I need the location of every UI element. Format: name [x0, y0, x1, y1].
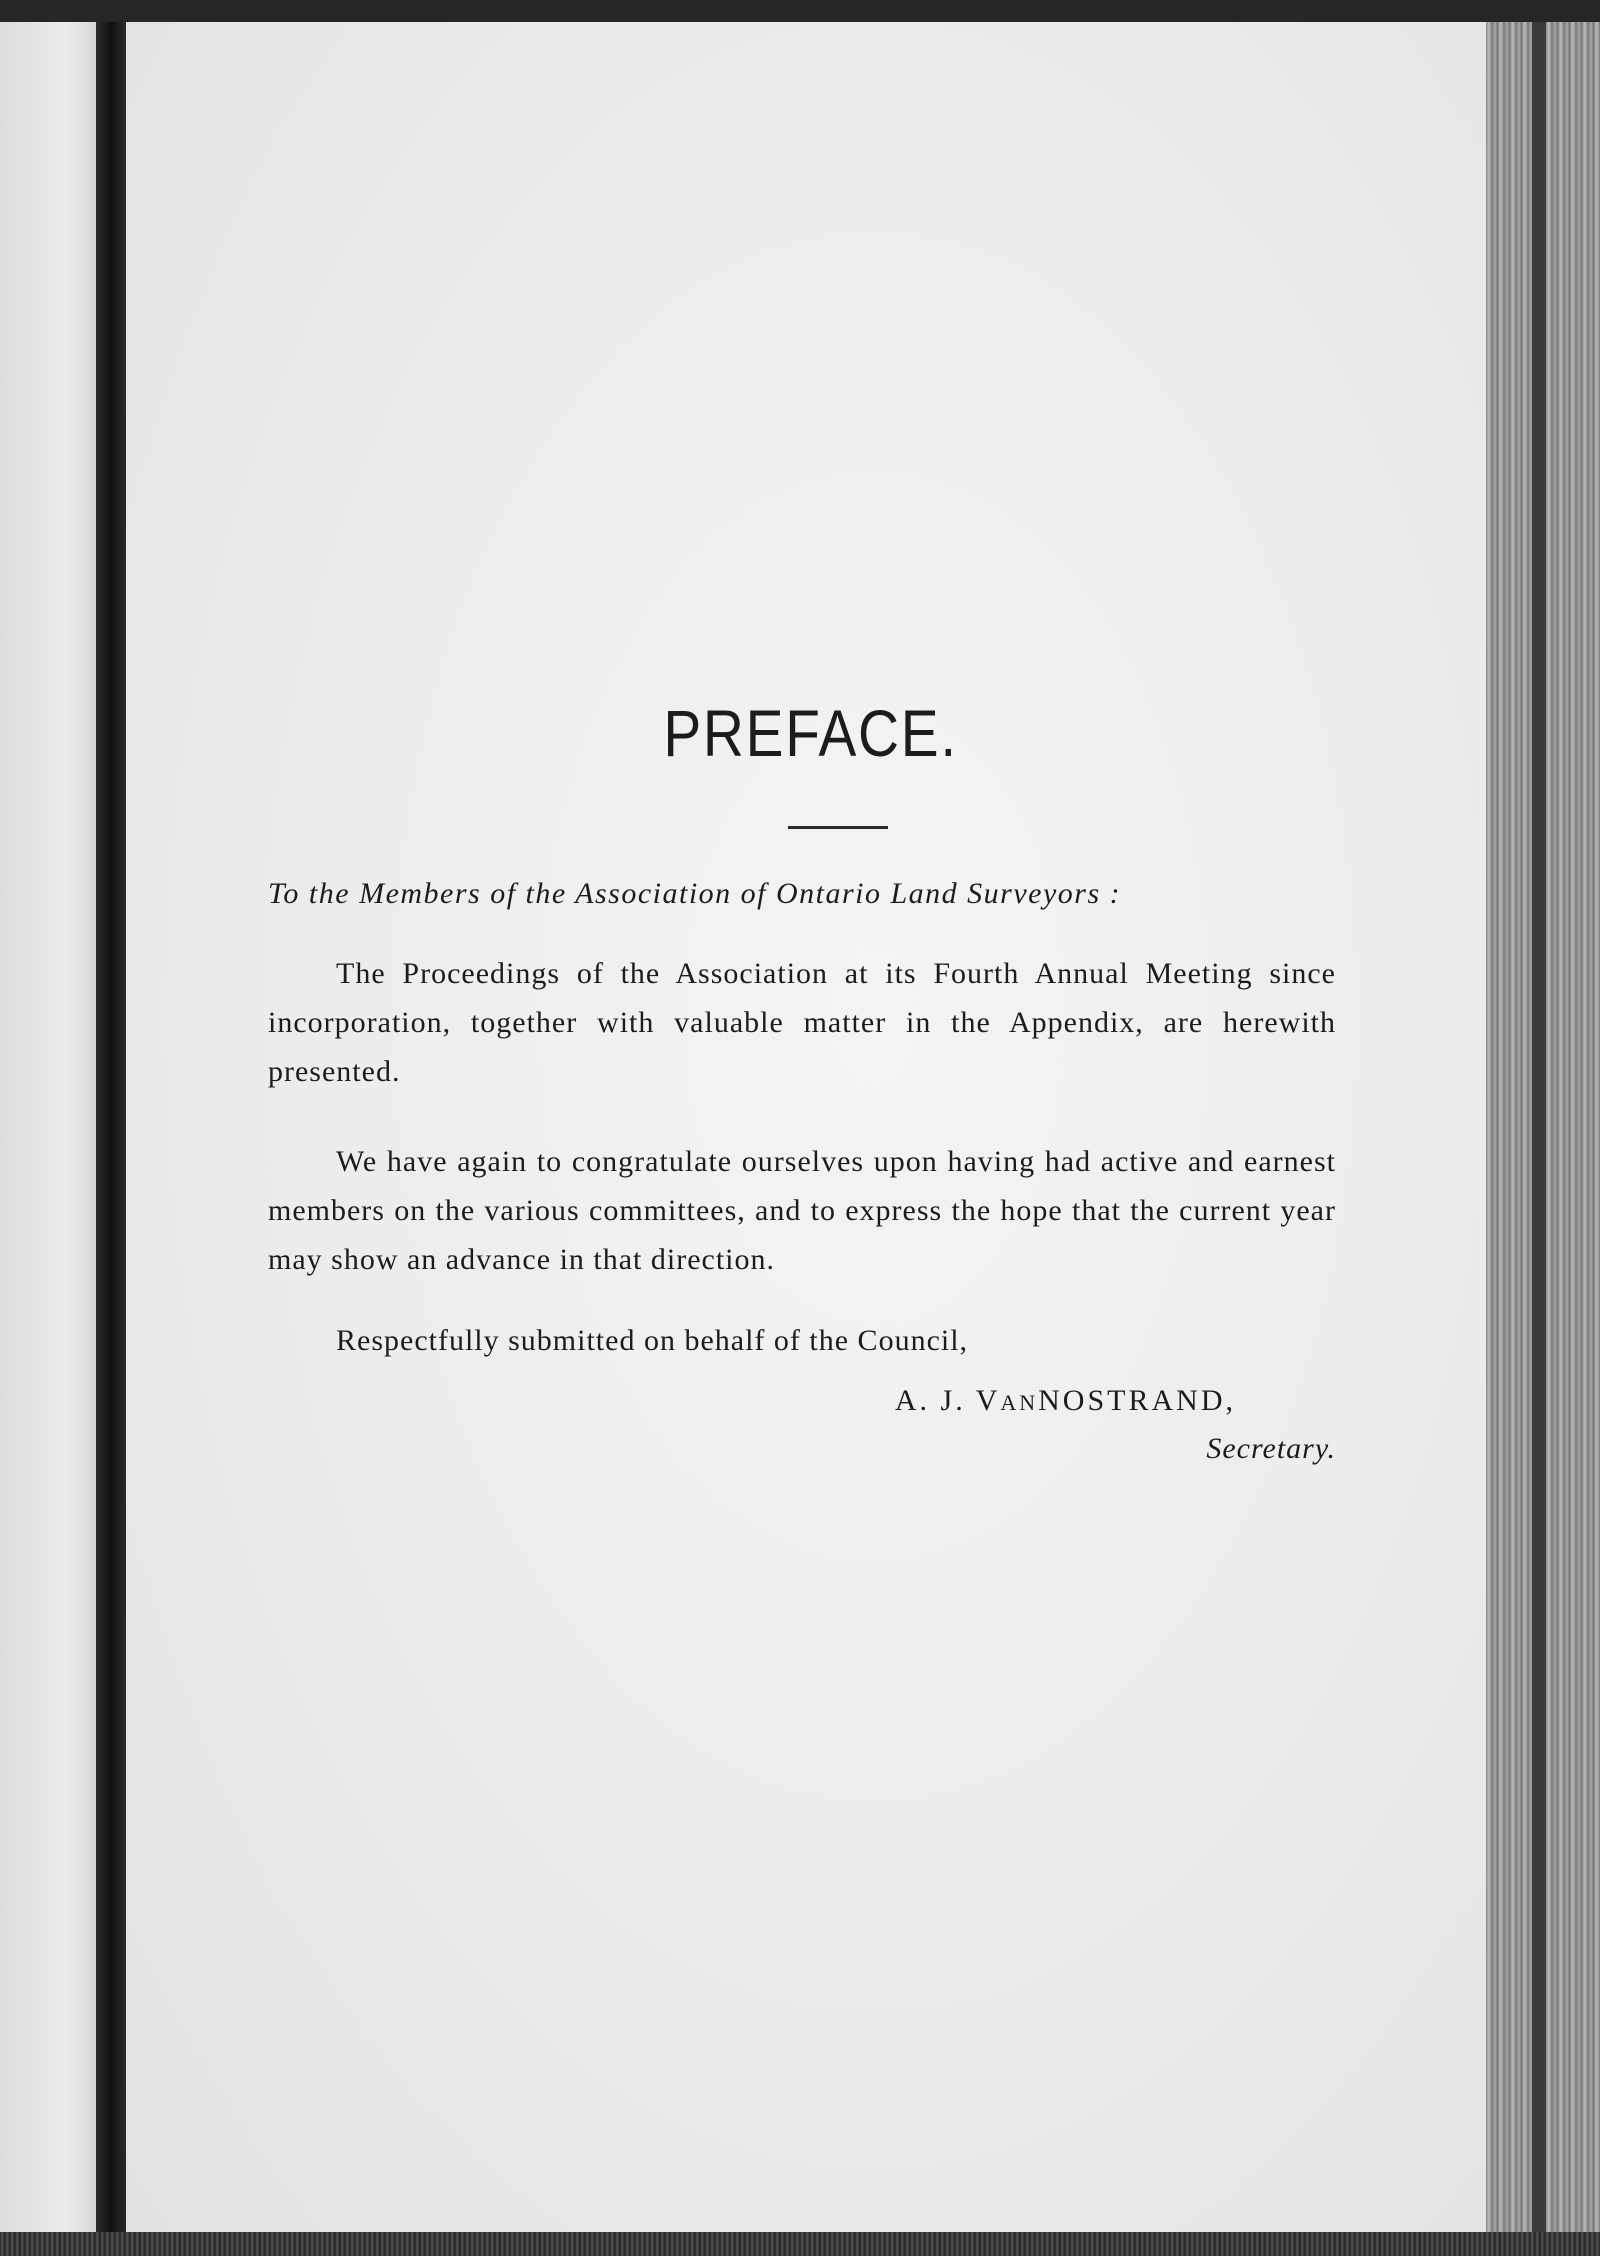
scan-bottom-edge: [0, 2232, 1600, 2256]
scan-top-edge: [0, 0, 1600, 22]
salutation: To the Members of the Association of Ontario Land Surveyors :: [268, 877, 1122, 910]
page-fore-edge-shadow: [1532, 22, 1546, 2232]
preface-text-block: [268, 696, 1336, 1466]
page-title: PREFACE.: [663, 696, 958, 770]
signature-surname: NOSTRAND,: [1038, 1384, 1236, 1417]
book-binding-gutter: [96, 22, 126, 2232]
paragraph-proceedings: The Proceedings of the Association at its Fourth Annual Meeting since incorporation, together with valuable matter in the Appendix, are herewith presented.: [268, 957, 1336, 1088]
closing-line: Respectfully submitted on behalf of the Council,: [336, 1324, 969, 1357]
title-rule: [788, 826, 888, 829]
signature-initials: A. J. V: [894, 1384, 1001, 1417]
paragraph-congratulations: We have again to congratulate ourselves upon having had active and earnest members on the various committees, and to express the hope that the current year may show an advance in that direction.: [268, 1145, 1336, 1276]
facing-page-edge: [0, 22, 96, 2232]
signature-small-caps: AN: [1000, 1390, 1039, 1415]
signature-name: [268, 1384, 1336, 1418]
signature-role: Secretary.: [1206, 1432, 1336, 1465]
